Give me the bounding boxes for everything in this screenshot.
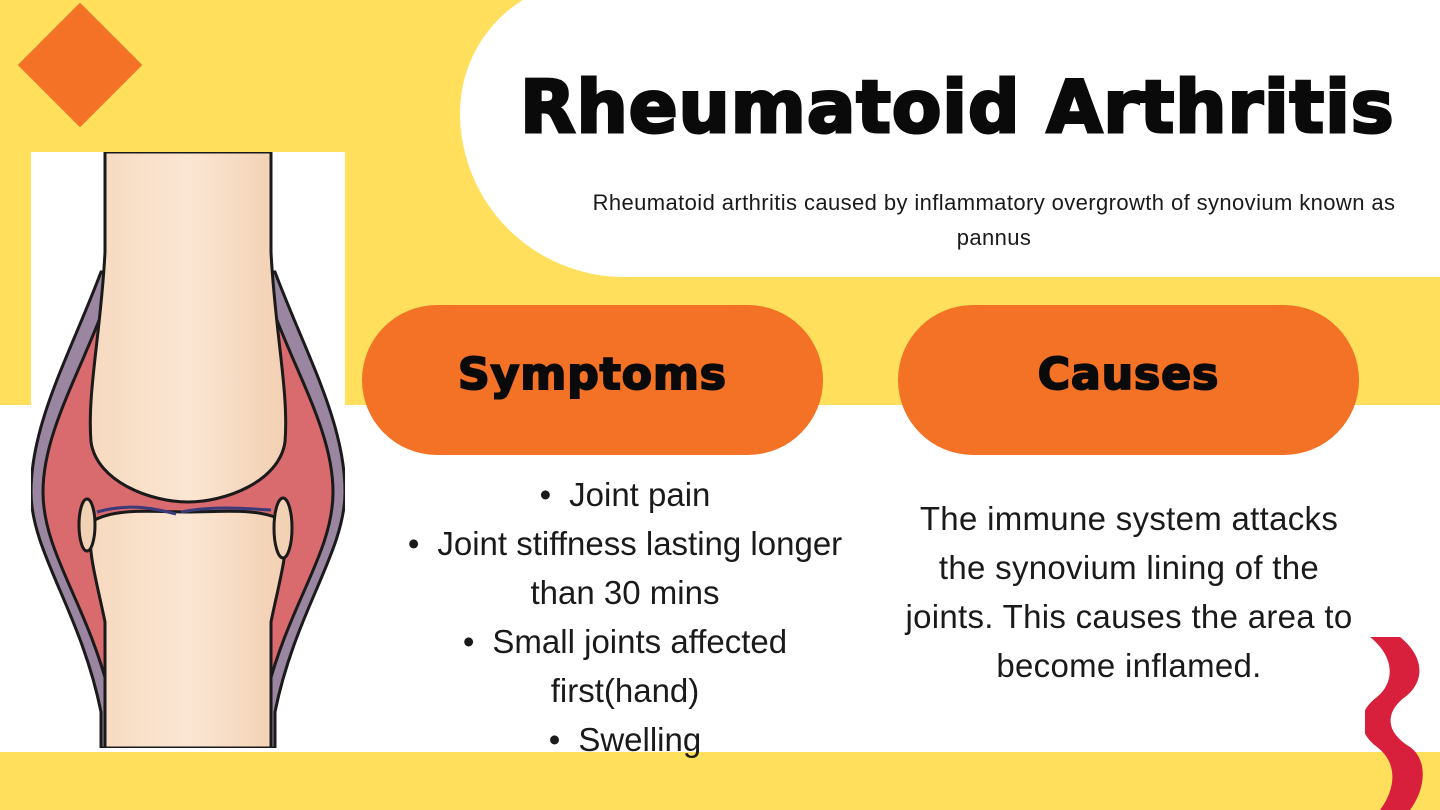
causes-text: The immune system attacks the synovium lining of the joints. This causes the area to become inflamed. [905, 500, 1353, 684]
symptoms-list [395, 470, 855, 764]
bullet-icon: • [548, 721, 561, 758]
bullet-icon: • [462, 623, 475, 660]
page-title: Rheumatoid Arthritis [520, 65, 1395, 149]
list-item: • Joint stiffness lasting longer than 30 mins [395, 519, 855, 617]
symptoms-heading-pill [362, 305, 823, 455]
page-subtitle: Rheumatoid arthritis caused by inflammatory overgrowth of synovium known as pannus [592, 190, 1396, 250]
causes-heading-pill [898, 305, 1359, 455]
list-item: • Swelling [395, 715, 855, 764]
list-item: • Joint pain [395, 470, 855, 519]
bullet-icon: • [407, 525, 420, 562]
red-wave-icon [1365, 637, 1425, 810]
causes-heading: Causes [1037, 348, 1220, 400]
knee-joint-illustration [31, 152, 345, 748]
symptoms-heading: Symptoms [457, 348, 727, 400]
bullet-icon: • [539, 476, 552, 513]
list-item: • Small joints affected first(hand) [395, 617, 855, 715]
